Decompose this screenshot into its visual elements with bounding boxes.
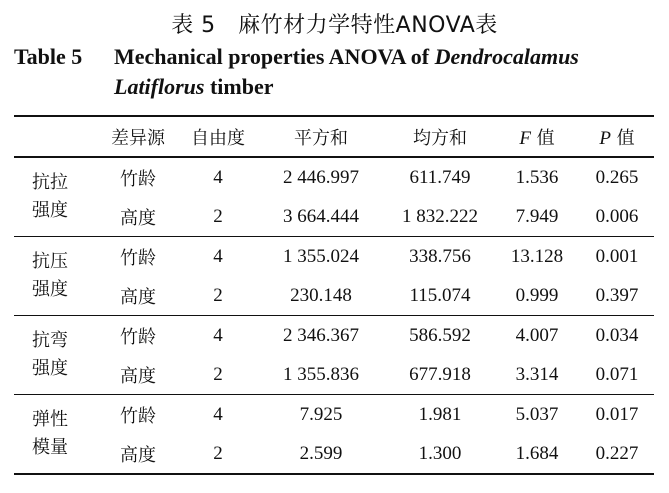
ms-cell: 115.074 xyxy=(409,284,471,306)
table-row xyxy=(14,395,654,435)
species-genus: Dendrocalamus xyxy=(434,44,579,69)
table-title-text: Mechanical properties ANOVA of xyxy=(114,44,435,69)
table-row xyxy=(14,434,654,474)
property-name-line1: 抗拉 xyxy=(32,172,68,193)
ss-cell: 230.148 xyxy=(290,284,352,306)
source-cell: 高度 xyxy=(120,365,156,387)
property-group xyxy=(14,157,654,237)
p-cell: 0.001 xyxy=(595,245,639,267)
property-name-line2: 强度 xyxy=(32,200,68,221)
df-cell: 4 xyxy=(213,245,223,267)
header-property xyxy=(14,116,96,157)
table-title-chinese: 表 5 麻竹材力学特性ANOVA表 xyxy=(171,13,498,38)
property-name-line1: 抗弯 xyxy=(32,330,68,351)
source-cell: 竹龄 xyxy=(120,405,156,427)
table-row xyxy=(14,157,654,197)
header-row xyxy=(14,116,654,157)
ss-cell: 2 346.367 xyxy=(283,324,359,346)
table-row xyxy=(14,355,654,395)
anova-table xyxy=(14,115,654,475)
p-cell: 0.034 xyxy=(595,324,639,346)
property-name xyxy=(14,237,96,316)
ss-cell: 1 355.024 xyxy=(283,245,359,267)
f-cell: 0.999 xyxy=(515,284,559,306)
header-f: F 值 xyxy=(519,127,555,149)
species-epithet: Latiflorus xyxy=(114,74,205,99)
property-group xyxy=(14,395,654,475)
df-cell: 2 xyxy=(213,442,223,464)
ms-cell: 677.918 xyxy=(409,363,471,385)
f-cell: 5.037 xyxy=(515,403,559,425)
table-title-suffix: timber xyxy=(204,74,274,99)
df-cell: 2 xyxy=(213,205,223,227)
table-row xyxy=(14,237,654,277)
property-name-line1: 弹性 xyxy=(32,409,68,430)
f-cell: 1.536 xyxy=(515,166,559,188)
p-cell: 0.017 xyxy=(595,403,639,425)
table-row xyxy=(14,316,654,356)
property-name-line2: 强度 xyxy=(32,358,68,379)
df-cell: 2 xyxy=(213,284,223,306)
p-cell: 0.006 xyxy=(595,205,639,227)
p-cell: 0.071 xyxy=(595,363,639,385)
property-group xyxy=(14,316,654,395)
df-cell: 2 xyxy=(213,363,223,385)
ms-cell: 1 832.222 xyxy=(402,205,478,227)
f-cell: 7.949 xyxy=(515,205,559,227)
source-cell: 竹龄 xyxy=(120,326,156,348)
header-ss: 平方和 xyxy=(294,127,348,149)
header-source: 差异源 xyxy=(111,127,165,149)
ss-cell: 7.925 xyxy=(299,403,343,425)
source-cell: 竹龄 xyxy=(120,168,156,190)
property-group xyxy=(14,237,654,316)
source-cell: 高度 xyxy=(120,207,156,229)
property-name-line2: 模量 xyxy=(32,437,68,458)
ms-cell: 586.592 xyxy=(409,324,471,346)
ms-cell: 1.981 xyxy=(418,403,462,425)
header-p: P 值 xyxy=(599,127,635,149)
table-row xyxy=(14,197,654,237)
source-cell: 高度 xyxy=(120,444,156,466)
df-cell: 4 xyxy=(213,403,223,425)
property-name xyxy=(14,316,96,395)
p-cell: 0.265 xyxy=(595,166,639,188)
ms-cell: 1.300 xyxy=(418,442,462,464)
table-label: Table 5 xyxy=(14,44,83,69)
ss-cell: 3 664.444 xyxy=(283,205,359,227)
table-title-english xyxy=(14,42,664,102)
f-cell: 1.684 xyxy=(515,442,559,464)
ss-cell: 2.599 xyxy=(299,442,343,464)
f-cell: 13.128 xyxy=(510,245,564,267)
source-cell: 竹龄 xyxy=(120,247,156,269)
f-cell: 3.314 xyxy=(515,363,559,385)
property-name-line2: 强度 xyxy=(32,279,68,300)
ss-cell: 2 446.997 xyxy=(283,166,359,188)
table-row xyxy=(14,276,654,316)
header-ms: 均方和 xyxy=(413,127,467,149)
property-name xyxy=(14,157,96,237)
p-cell: 0.397 xyxy=(595,284,639,306)
df-cell: 4 xyxy=(213,324,223,346)
ms-cell: 338.756 xyxy=(409,245,471,267)
header-df: 自由度 xyxy=(191,127,245,149)
ss-cell: 1 355.836 xyxy=(283,363,359,385)
source-cell: 高度 xyxy=(120,286,156,308)
p-cell: 0.227 xyxy=(595,442,639,464)
property-name-line1: 抗压 xyxy=(32,251,68,272)
property-name xyxy=(14,395,96,475)
f-cell: 4.007 xyxy=(515,324,559,346)
ms-cell: 611.749 xyxy=(409,166,471,188)
df-cell: 4 xyxy=(213,166,223,188)
